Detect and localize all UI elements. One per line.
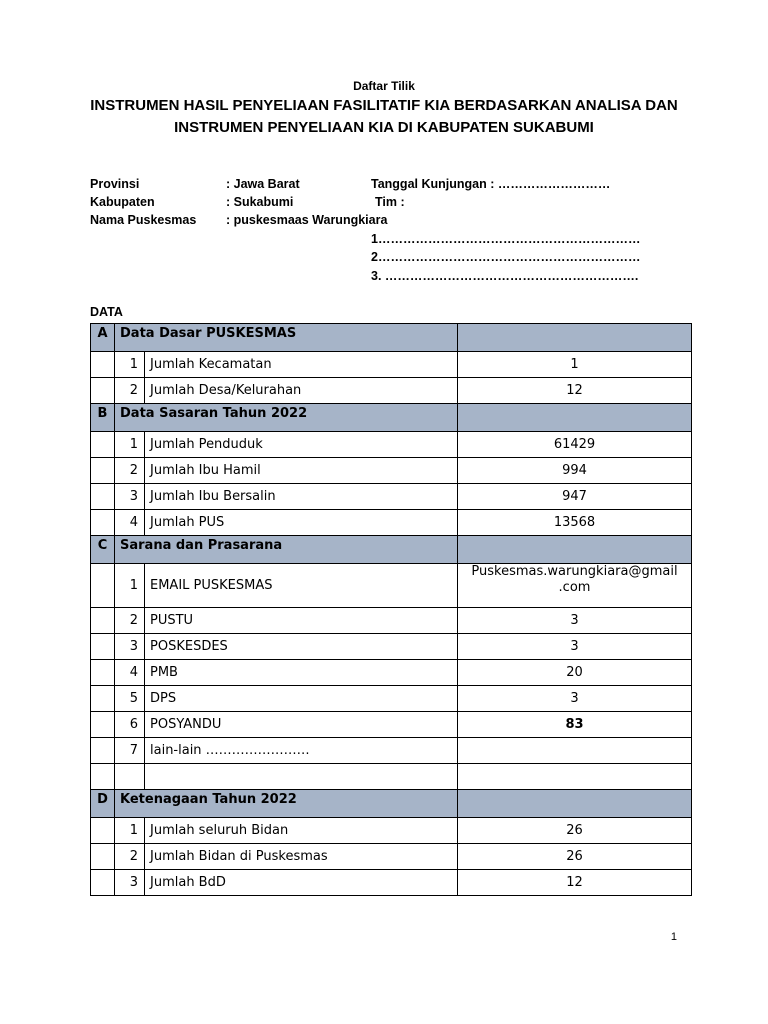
- section-value-cell: [458, 324, 692, 352]
- tim-label: Tim :: [375, 195, 405, 209]
- row-value: 3: [458, 608, 692, 634]
- tim-member-3: 3. …………………………………………………….: [371, 269, 639, 283]
- row-label: POSYANDU: [145, 712, 458, 738]
- section-header-a: [91, 324, 692, 352]
- table-row: [91, 686, 692, 712]
- row-number: 4: [115, 660, 145, 686]
- table-row: [91, 352, 692, 378]
- row-number: 1: [115, 564, 145, 608]
- table-row: [91, 634, 692, 660]
- section-value-cell: [458, 404, 692, 432]
- row-label: DPS: [145, 686, 458, 712]
- table-row: [91, 738, 692, 764]
- table-row: [91, 378, 692, 404]
- row-value: [458, 738, 692, 764]
- row-value: 1: [458, 352, 692, 378]
- row-value: 994: [458, 458, 692, 484]
- empty-row: [91, 764, 692, 790]
- table-row: [91, 564, 692, 608]
- row-label: Jumlah Penduduk: [145, 432, 458, 458]
- provinsi-value: : Jawa Barat: [226, 177, 300, 191]
- row-number: 5: [115, 686, 145, 712]
- row-number: 2: [115, 378, 145, 404]
- email-line-2: .com: [558, 580, 591, 595]
- section-title: Ketenagaan Tahun 2022: [115, 790, 458, 818]
- row-number: 2: [115, 608, 145, 634]
- kabupaten-label: Kabupaten: [90, 195, 155, 209]
- provinsi-label: Provinsi: [90, 177, 140, 191]
- page-number: 1: [670, 931, 677, 943]
- section-header-b: [91, 404, 692, 432]
- section-code: A: [91, 324, 115, 352]
- email-line-1: Puskesmas.warungkiara@gmail: [471, 564, 678, 579]
- row-number: 3: [115, 484, 145, 510]
- row-value: 83: [458, 712, 692, 738]
- data-label: DATA: [90, 305, 123, 319]
- row-value: 12: [458, 378, 692, 404]
- row-number: 3: [115, 634, 145, 660]
- row-number: 3: [115, 870, 145, 896]
- row-value: 61429: [458, 432, 692, 458]
- section-header-c: [91, 536, 692, 564]
- data-table: [90, 323, 692, 896]
- section-code: D: [91, 790, 115, 818]
- row-value: 26: [458, 844, 692, 870]
- table-row: [91, 432, 692, 458]
- section-title: Data Sasaran Tahun 2022: [115, 404, 458, 432]
- row-label: Jumlah BdD: [145, 870, 458, 896]
- row-label: Jumlah PUS: [145, 510, 458, 536]
- row-value: 12: [458, 870, 692, 896]
- row-number: 1: [115, 818, 145, 844]
- row-label: lain-lain ……………………: [145, 738, 458, 764]
- row-label: Jumlah seluruh Bidan: [145, 818, 458, 844]
- row-number: 1: [115, 432, 145, 458]
- table-row: [91, 870, 692, 896]
- section-code: B: [91, 404, 115, 432]
- row-value: 13568: [458, 510, 692, 536]
- row-label: Jumlah Bidan di Puskesmas: [145, 844, 458, 870]
- table-row: [91, 660, 692, 686]
- row-label: Jumlah Desa/Kelurahan: [145, 378, 458, 404]
- row-label: Jumlah Ibu Bersalin: [145, 484, 458, 510]
- row-label: Jumlah Kecamatan: [145, 352, 458, 378]
- section-value-cell: [458, 790, 692, 818]
- row-value: 3: [458, 634, 692, 660]
- row-label: POSKESDES: [145, 634, 458, 660]
- table-row: [91, 608, 692, 634]
- row-number: 4: [115, 510, 145, 536]
- puskesmas-value: : puskesmaas Warungkiara: [226, 213, 388, 227]
- row-value: 3: [458, 686, 692, 712]
- row-label: PUSTU: [145, 608, 458, 634]
- section-header-d: [91, 790, 692, 818]
- row-number: 2: [115, 458, 145, 484]
- section-value-cell: [458, 536, 692, 564]
- row-number: 7: [115, 738, 145, 764]
- table-row: [91, 818, 692, 844]
- row-value: [458, 564, 692, 608]
- puskesmas-label: Nama Puskesmas: [90, 213, 197, 227]
- document-title-line2: INSTRUMEN PENYELIAAN KIA DI KABUPATEN SUKABUMI: [174, 119, 594, 136]
- row-label: Jumlah Ibu Hamil: [145, 458, 458, 484]
- table-row: [91, 712, 692, 738]
- row-value: 947: [458, 484, 692, 510]
- table-row: [91, 510, 692, 536]
- row-value: 26: [458, 818, 692, 844]
- section-title: Sarana dan Prasarana: [115, 536, 458, 564]
- row-label: EMAIL PUSKESMAS: [145, 564, 458, 608]
- row-number: 2: [115, 844, 145, 870]
- tanggal-kunjungan: Tanggal Kunjungan : ………………………: [371, 177, 611, 191]
- kabupaten-value: : Sukabumi: [226, 195, 294, 209]
- section-title: Data Dasar PUSKESMAS: [115, 324, 458, 352]
- document-title-line1: INSTRUMEN HASIL PENYELIAAN FASILITATIF KIA BERDASARKAN ANALISA DAN: [90, 97, 678, 114]
- table-row: [91, 484, 692, 510]
- row-number: 1: [115, 352, 145, 378]
- document-subtitle: Daftar Tilik: [353, 79, 415, 93]
- tim-member-2: 2………………………………………………………: [371, 250, 641, 264]
- row-number: 6: [115, 712, 145, 738]
- section-code: C: [91, 536, 115, 564]
- table-row: [91, 458, 692, 484]
- table-row: [91, 844, 692, 870]
- tim-member-1: 1………………………………………………………: [371, 232, 641, 246]
- row-label: PMB: [145, 660, 458, 686]
- row-value: 20: [458, 660, 692, 686]
